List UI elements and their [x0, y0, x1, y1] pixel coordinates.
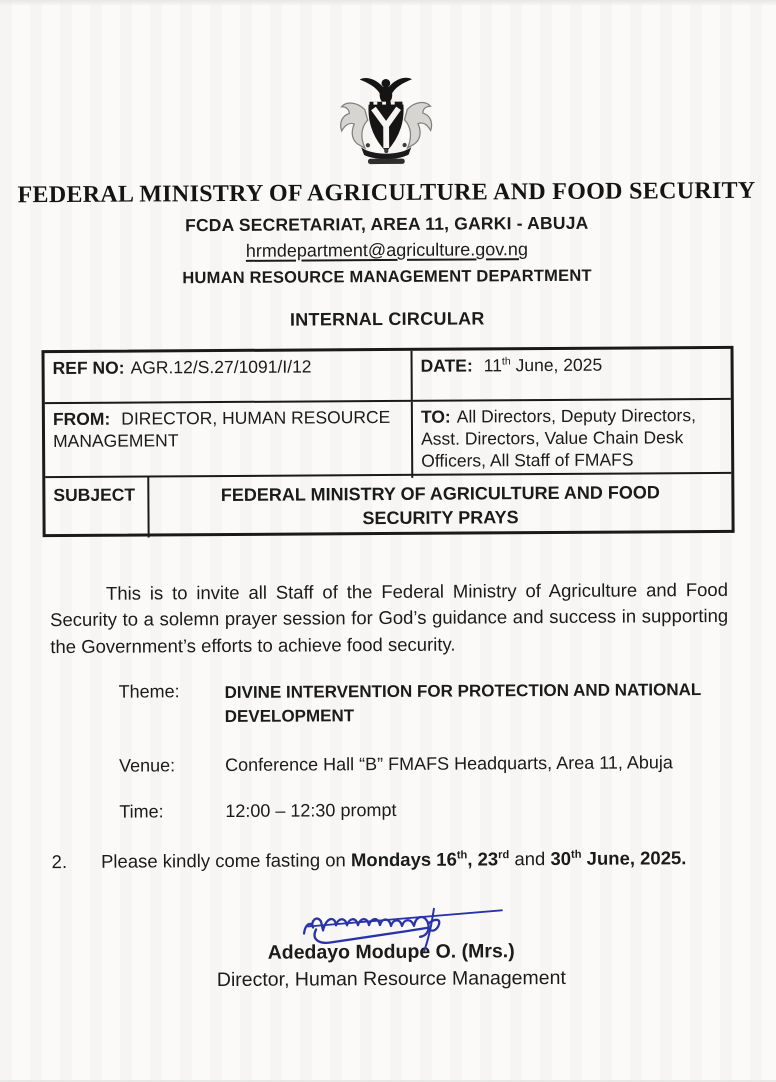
table-row-from-to	[45, 400, 731, 478]
ministry-title: FEDERAL MINISTRY OF AGRICULTURE AND FOOD SECURITY	[0, 178, 775, 210]
to-cell	[413, 400, 731, 478]
ref-no-value: AGR.12/S.27/1091/I/12	[130, 356, 311, 377]
venue-label: Venue:	[119, 755, 225, 777]
from-label: FROM:	[53, 409, 110, 429]
venue-value: Conference Hall “B” FMAFS Headquarts, Area 11, Abuja	[225, 752, 729, 776]
theme-value: DIVINE INTERVENTION FOR PROTECTION AND NATIONAL DEVELOPMENT	[225, 678, 727, 729]
ministry-email: hrmdepartment@agriculture.gov.ng	[0, 238, 775, 264]
from-cell	[45, 402, 413, 480]
to-value: All Directors, Deputy Directors, Asst. Directors, Value Chain Desk Officers, All Staff of FMAFS	[421, 405, 696, 470]
date-ordinal-superscript: th	[502, 355, 511, 367]
paragraph-number: 2.	[52, 851, 68, 872]
to-label: TO:	[421, 407, 451, 427]
subject-label: SUBJECT	[45, 477, 149, 537]
date-cell	[413, 349, 731, 400]
nigeria-coat-of-arms-icon	[328, 72, 445, 171]
signature-block	[3, 898, 776, 994]
table-row-ref-date	[45, 349, 731, 404]
table-row-subject	[45, 474, 731, 534]
date-label: DATE:	[421, 355, 473, 375]
time-row	[119, 798, 729, 823]
document-type-heading: INTERNAL CIRCULAR	[0, 307, 775, 333]
time-label: Time:	[119, 801, 225, 823]
letterhead	[0, 0, 775, 332]
theme-label: Theme:	[119, 681, 225, 729]
from-value: DIRECTOR, HUMAN RESOURCE MANAGEMENT	[53, 407, 390, 451]
memo-body	[50, 577, 730, 876]
date-value: 11th June, 2025	[484, 355, 603, 376]
handwritten-signature	[290, 899, 520, 954]
fasting-paragraph: 2. Please kindly come fasting on Mondays 16th, 23rd and 30th June, 2025.	[52, 845, 730, 876]
intro-paragraph: This is to invite all Staff of the Federal Ministry of Agriculture and Food Security to a solemn prayer session for God’s guidance and success in supporting the Government’s efforts to achieve food security.	[50, 577, 728, 660]
ref-no-cell	[45, 351, 413, 402]
subject-value: FEDERAL MINISTRY OF AGRICULTURE AND FOOD SECURITY PRAYS	[149, 474, 731, 537]
ministry-address: FCDA SECRETARIAT, AREA 11, GARKI - ABUJA	[0, 212, 775, 238]
time-value: 12:00 – 12:30 prompt	[225, 798, 729, 822]
theme-row	[119, 678, 729, 729]
memo-header-table	[41, 346, 734, 537]
signatory-name: Adedayo Modupe O. (Mrs.)	[3, 939, 776, 967]
signatory-title: Director, Human Resource Management	[3, 966, 776, 994]
department-name: HUMAN RESOURCE MANAGEMENT DEPARTMENT	[0, 266, 775, 290]
venue-row	[119, 752, 729, 777]
ref-no-label: REF NO:	[53, 358, 125, 378]
